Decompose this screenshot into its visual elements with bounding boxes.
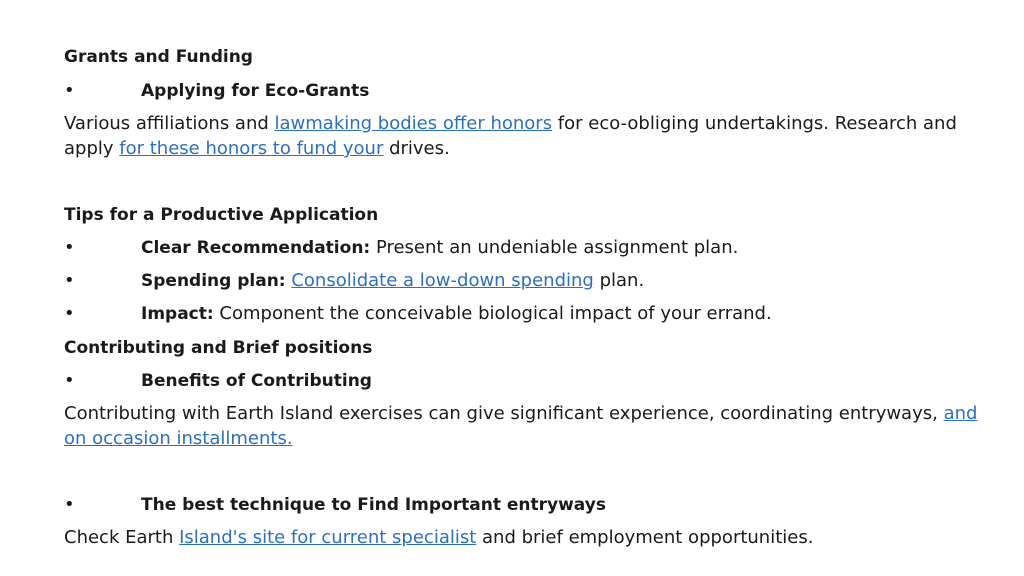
heading-contributing-brief-positions: Contributing and Brief positions <box>64 338 373 358</box>
bullet-marker: • <box>64 80 75 101</box>
paragraph-check-earth-island <box>64 526 813 550</box>
heading-grants-and-funding: Grants and Funding <box>64 47 253 67</box>
heading-tips-productive-application: Tips for a Productive Application <box>64 205 379 225</box>
subheading-find-entryways: The best technique to Find Important entryways <box>141 495 606 515</box>
paragraph-text: and brief employment opportunities. <box>476 527 814 548</box>
bullet-label: Spending plan: <box>141 271 286 291</box>
paragraph-contributing <box>64 401 994 451</box>
bullet-marker: • <box>64 303 75 324</box>
bullet-marker: • <box>64 370 75 391</box>
paragraph-text: Contributing with Earth Island exercises can give significant experience, coordinating entryways, <box>64 403 944 424</box>
paragraph-text: for eco-obliging undertakings. Research and apply <box>64 113 957 159</box>
link-lawmaking-bodies[interactable]: lawmaking bodies offer honors <box>274 113 553 134</box>
bullet-marker: • <box>64 494 75 515</box>
bullet-text: plan. <box>593 270 645 291</box>
paragraph-eco-grants <box>64 111 994 161</box>
bullet-marker: • <box>64 270 75 291</box>
subheading-applying-eco-grants: Applying for Eco-Grants <box>141 81 370 101</box>
link-island-site[interactable]: Island's site for current specialist <box>179 527 477 548</box>
subheading-benefits-contributing: Benefits of Contributing <box>141 371 372 391</box>
paragraph-text: Various affiliations and <box>64 113 275 134</box>
bullet-marker: • <box>64 237 75 258</box>
bullet-text: Component the conceivable biological impact of your errand. <box>213 303 772 324</box>
bullet-text: Present an undeniable assignment plan. <box>370 237 739 258</box>
link-occasion-installments[interactable]: and on occasion installments. <box>64 403 978 449</box>
bullet-label: Impact: <box>141 304 214 324</box>
paragraph-text: drives. <box>383 138 450 159</box>
bullet-label: Clear Recommendation: <box>141 238 371 258</box>
link-consolidate-spending[interactable]: Consolidate a low-down spending <box>291 270 594 291</box>
paragraph-text: Check Earth <box>64 527 180 548</box>
link-fund-your[interactable]: for these honors to fund your <box>119 138 384 159</box>
